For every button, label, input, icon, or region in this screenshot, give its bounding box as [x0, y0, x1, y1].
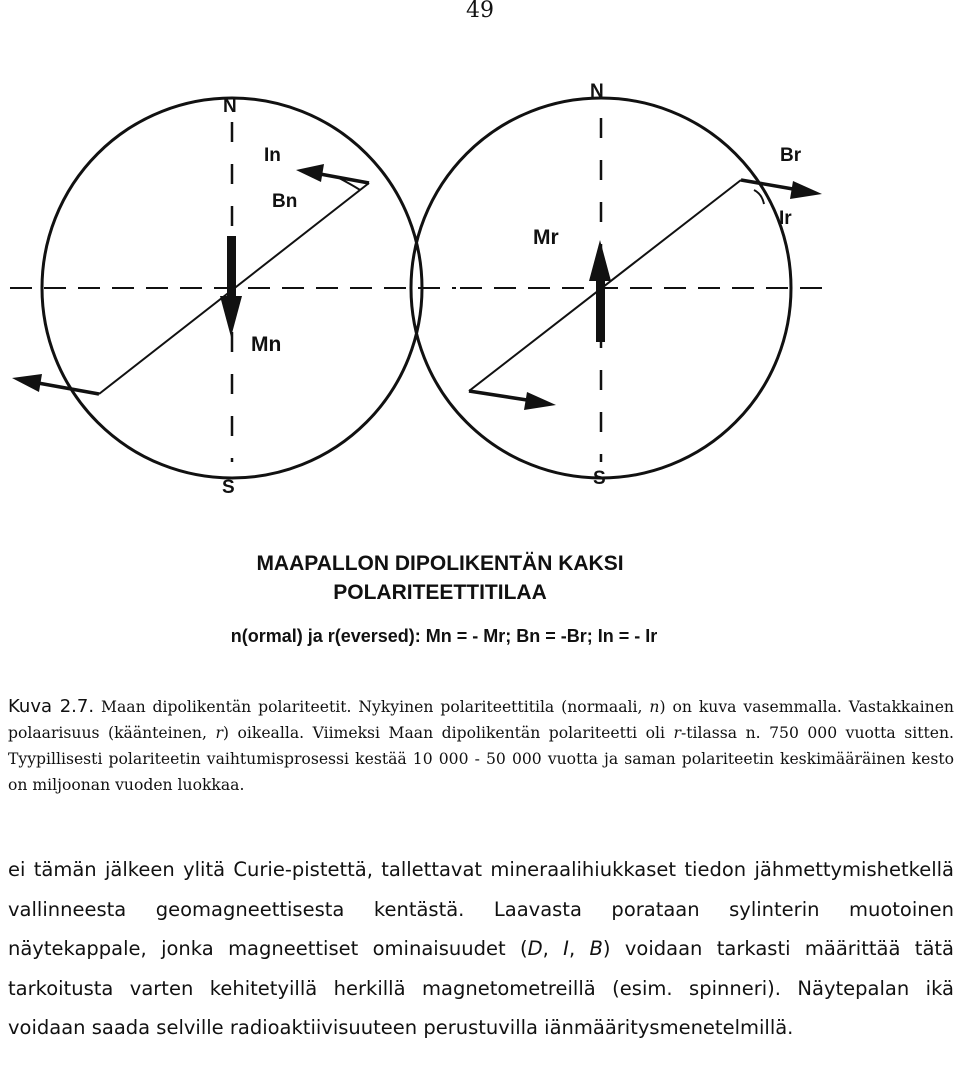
reversed-polarity-diagram — [411, 81, 830, 489]
field-arrow-top-reversed-shaft — [741, 180, 793, 189]
magnetization-arrow-normal-shaft — [227, 236, 236, 300]
polarity-figure — [0, 40, 900, 500]
inclination-arc-reversed — [754, 190, 764, 204]
field-label-normal: Bn — [272, 191, 298, 212]
figure-caption-label: Kuva 2.7. — [8, 696, 95, 717]
south-label-normal: S — [222, 477, 235, 498]
inclination-label-reversed: Ir — [779, 208, 792, 229]
field-arrow-bottom-reversed-head — [524, 392, 556, 410]
magnetization-arrow-normal-head — [220, 296, 242, 337]
normal-polarity-diagram — [10, 96, 456, 498]
inclination-label-normal: In — [264, 145, 281, 166]
figure-title-line-1: MAAPALLON DIPOLIKENTÄN KAKSI — [256, 552, 624, 575]
field-arrow-top-normal-head — [296, 164, 324, 182]
field-arrow-bottom-normal-head — [12, 374, 42, 392]
field-label-reversed: Br — [780, 145, 802, 166]
magnetization-arrow-reversed-shaft — [596, 276, 605, 342]
north-label-normal: N — [223, 96, 237, 117]
north-label-reversed: N — [590, 81, 604, 102]
magnetization-arrow-reversed-head — [589, 240, 611, 281]
field-arrow-top-reversed-head — [790, 181, 822, 199]
magnetization-label-reversed: Mr — [533, 226, 559, 249]
magnetization-label-normal: Mn — [251, 333, 282, 356]
figure-caption: Kuva 2.7. Maan dipolikentän polariteetit. Nykyinen polariteettitila (normaali, n) on kuva vasemmalla. Vastakkainen polaarisuus (käänteinen, r) oikealla. Viimeksi Maan dipolikentän polariteetti oli r-tilassa n. 750 000 vuotta sitten. Tyypillisesti polariteetin vaihtumisprosessi kestää 10 000 - 50 000 vuotta ja saman polariteetin keskimääräinen kesto on miljoonan vuoden luokkaa. — [8, 696, 954, 794]
body-paragraph: ei tämän jälkeen ylitä Curie-pistettä, tallettavat mineraalihiukkaset tiedon jähmettymishetkellä vallinneesta geomagneettisesta kentästä. Laavasta porataan sylinterin muotoinen näytekappale, jonka magneettiset ominaisuudet (D, I, B) voidaan tarkasti määrittää tätä tarkoitusta varten kehitetyillä herkillä magnetometreillä (esim. spinneri). Näytepalan ikä voidaan saada selville radioaktiivisuuteen perustuvilla iänmääritysmenetelmillä. — [8, 858, 954, 1039]
page-number: 49 — [466, 0, 494, 23]
south-label-reversed: S — [593, 468, 606, 489]
polarity-formula: n(ormal) ja r(eversed): Mn = - Mr; Bn = -Br; In = - Ir — [230, 626, 658, 646]
field-arrow-bottom-reversed-shaft — [469, 391, 527, 400]
figure-title-line-2: POLARITEETTITILAA — [333, 581, 547, 604]
